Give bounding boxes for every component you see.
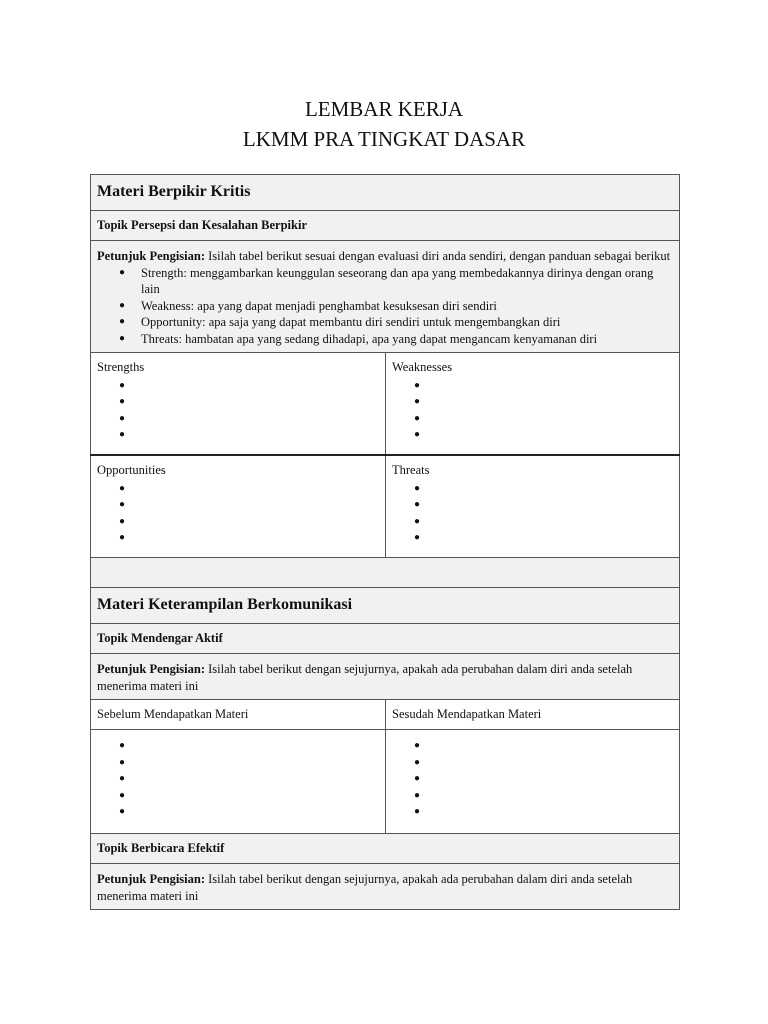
list-item — [119, 755, 379, 772]
topic-row — [91, 834, 680, 864]
list-item — [119, 514, 379, 531]
before-list — [97, 738, 379, 821]
list-item — [119, 394, 379, 411]
list-item — [119, 378, 379, 395]
spacer-row — [91, 558, 680, 588]
instruction-label: Petunjuk Pengisian: — [97, 662, 206, 676]
instruction-row — [91, 864, 680, 910]
list-item — [414, 378, 673, 395]
list-item — [414, 771, 673, 788]
strengths-cell[interactable] — [91, 353, 386, 456]
topic-row — [91, 624, 680, 654]
list-item — [414, 481, 673, 498]
before-cell[interactable] — [91, 730, 386, 834]
instruction-text: Isilah tabel berikut dengan sejujurnya, apakah ada perubahan dalam diri anda setelah menerima materi ini — [97, 872, 633, 903]
instruction-cell — [91, 654, 680, 700]
opportunities-label: Opportunities — [97, 463, 166, 477]
section-title: Materi Keterampilan Berkomunikasi — [91, 588, 680, 624]
list-item — [119, 788, 379, 805]
weaknesses-label: Weaknesses — [392, 360, 453, 374]
list-item — [414, 497, 673, 514]
list-item: ● Weakness: apa yang dapat menjadi penghambat kesuksesan diri sendiri — [141, 298, 673, 315]
list-item — [414, 755, 673, 772]
list-item — [414, 411, 673, 428]
list-item — [119, 497, 379, 514]
section-critical-thinking-header — [91, 175, 680, 211]
list-item — [119, 481, 379, 498]
title-line-2: LKMM PRA TINGKAT DASAR — [242, 127, 526, 151]
section-title: Materi Berpikir Kritis — [91, 175, 680, 211]
threats-list — [392, 481, 673, 547]
after-header: Sesudah Mendapatkan Materi — [386, 700, 680, 730]
list-item — [119, 530, 379, 547]
list-item — [414, 738, 673, 755]
document-title — [0, 94, 768, 154]
instruction-label: Petunjuk Pengisian: — [97, 872, 206, 886]
title-line-1: LEMBAR KERJA — [304, 97, 464, 121]
list-item: ● Strength: menggambarkan keunggulan seseorang dan apa yang membedakannya dirinya dengan orang lain — [141, 265, 673, 298]
list-item — [414, 514, 673, 531]
swot-row-top — [91, 353, 680, 456]
topic-title: Topik Berbicara Efektif — [91, 834, 680, 864]
weaknesses-cell[interactable] — [386, 353, 680, 456]
instruction-row — [91, 654, 680, 700]
list-item — [119, 771, 379, 788]
comparison-header-row — [91, 700, 680, 730]
strengths-label: Strengths — [97, 360, 145, 374]
after-list — [392, 738, 673, 821]
instruction-row — [91, 241, 680, 353]
topic-title: Topik Mendengar Aktif — [91, 624, 680, 654]
threats-label: Threats — [392, 463, 430, 477]
list-item — [414, 804, 673, 821]
instruction-cell — [91, 241, 680, 353]
topic-row — [91, 211, 680, 241]
list-item — [414, 394, 673, 411]
list-item — [119, 738, 379, 755]
instruction-cell — [91, 864, 680, 910]
strengths-list — [97, 378, 379, 444]
section-communication-header — [91, 588, 680, 624]
list-item — [414, 427, 673, 444]
spacer-cell — [91, 558, 680, 588]
list-item: ● Opportunity: apa saja yang dapat membantu diri sendiri untuk mengembangkan diri — [141, 314, 673, 331]
opportunities-cell[interactable] — [91, 455, 386, 558]
after-cell[interactable] — [386, 730, 680, 834]
weaknesses-list — [392, 378, 673, 444]
instruction-label: Petunjuk Pengisian: — [97, 249, 206, 263]
list-item — [119, 411, 379, 428]
list-item — [119, 427, 379, 444]
list-item: ● Threats: hambatan apa yang sedang dihadapi, apa yang dapat mengancam kenyamanan diri — [141, 331, 673, 348]
guide-list — [97, 265, 673, 348]
opportunities-list — [97, 481, 379, 547]
list-item — [119, 804, 379, 821]
comparison-list-row — [91, 730, 680, 834]
instruction-text: Isilah tabel berikut sesuai dengan evaluasi diri anda sendiri, dengan panduan sebagai berikut — [205, 249, 671, 263]
threats-cell[interactable] — [386, 455, 680, 558]
instruction-text: Isilah tabel berikut dengan sejujurnya, apakah ada perubahan dalam diri anda setelah menerima materi ini — [97, 662, 633, 693]
worksheet-table — [90, 174, 680, 910]
before-header: Sebelum Mendapatkan Materi — [91, 700, 386, 730]
list-item — [414, 788, 673, 805]
topic-title: Topik Persepsi dan Kesalahan Berpikir — [91, 211, 680, 241]
swot-row-bottom — [91, 455, 680, 558]
list-item — [414, 530, 673, 547]
